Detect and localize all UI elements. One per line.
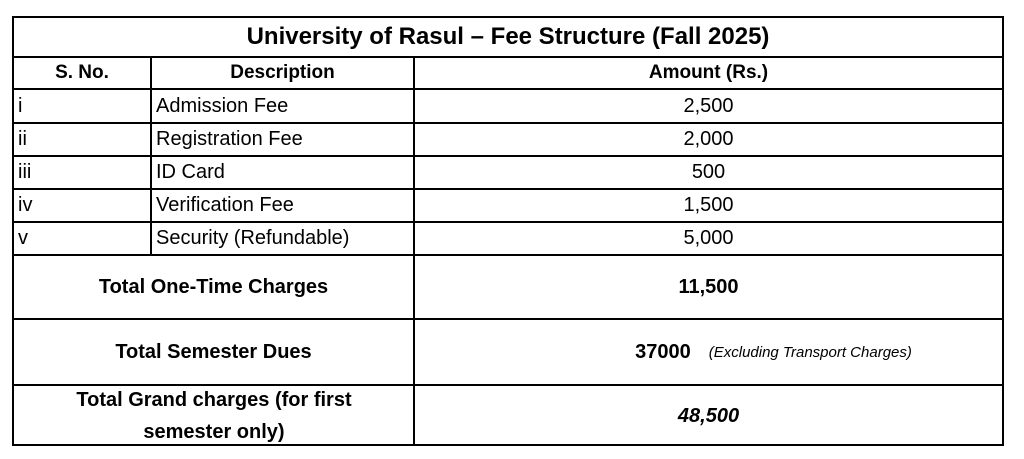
header-amount: Amount (Rs.) <box>648 62 769 83</box>
row-amount: 2,000 <box>683 128 734 150</box>
row-description: Registration Fee <box>156 128 303 150</box>
total-one-time-amount: 11,500 <box>678 275 739 298</box>
row-sno: iii <box>18 161 32 183</box>
total-semester-amount: 37000 <box>635 340 691 363</box>
header-description: Description <box>230 62 335 83</box>
row-sno: v <box>18 227 28 249</box>
row-sno: i <box>18 94 23 117</box>
total-semester-label: Total Semester Dues <box>115 340 312 363</box>
header-sno: S. No. <box>55 62 109 83</box>
row-description: Security (Refundable) <box>156 227 350 249</box>
total-semester-amount-cell <box>415 320 1002 384</box>
row-sno: ii <box>18 128 27 150</box>
row-sno: iv <box>18 194 33 216</box>
row-amount: 2,500 <box>683 94 734 117</box>
row-amount: 500 <box>691 161 726 183</box>
row-description: Admission Fee <box>156 94 289 117</box>
transport-note: (Excluding Transport Charges) <box>708 343 912 361</box>
row-description: ID Card <box>156 161 225 183</box>
row-amount: 1,500 <box>683 194 734 216</box>
row-description: Verification Fee <box>156 194 294 216</box>
fee-structure-table <box>12 16 1004 446</box>
total-grand-label: Total Grand charges (for first semester only) <box>76 389 352 443</box>
table-title: University of Rasul – Fee Structure (Fall 2025) <box>246 23 770 50</box>
row-amount: 5,000 <box>683 227 734 249</box>
total-grand-amount: 48,500 <box>677 404 740 427</box>
total-one-time-label: Total One-Time Charges <box>98 275 329 298</box>
